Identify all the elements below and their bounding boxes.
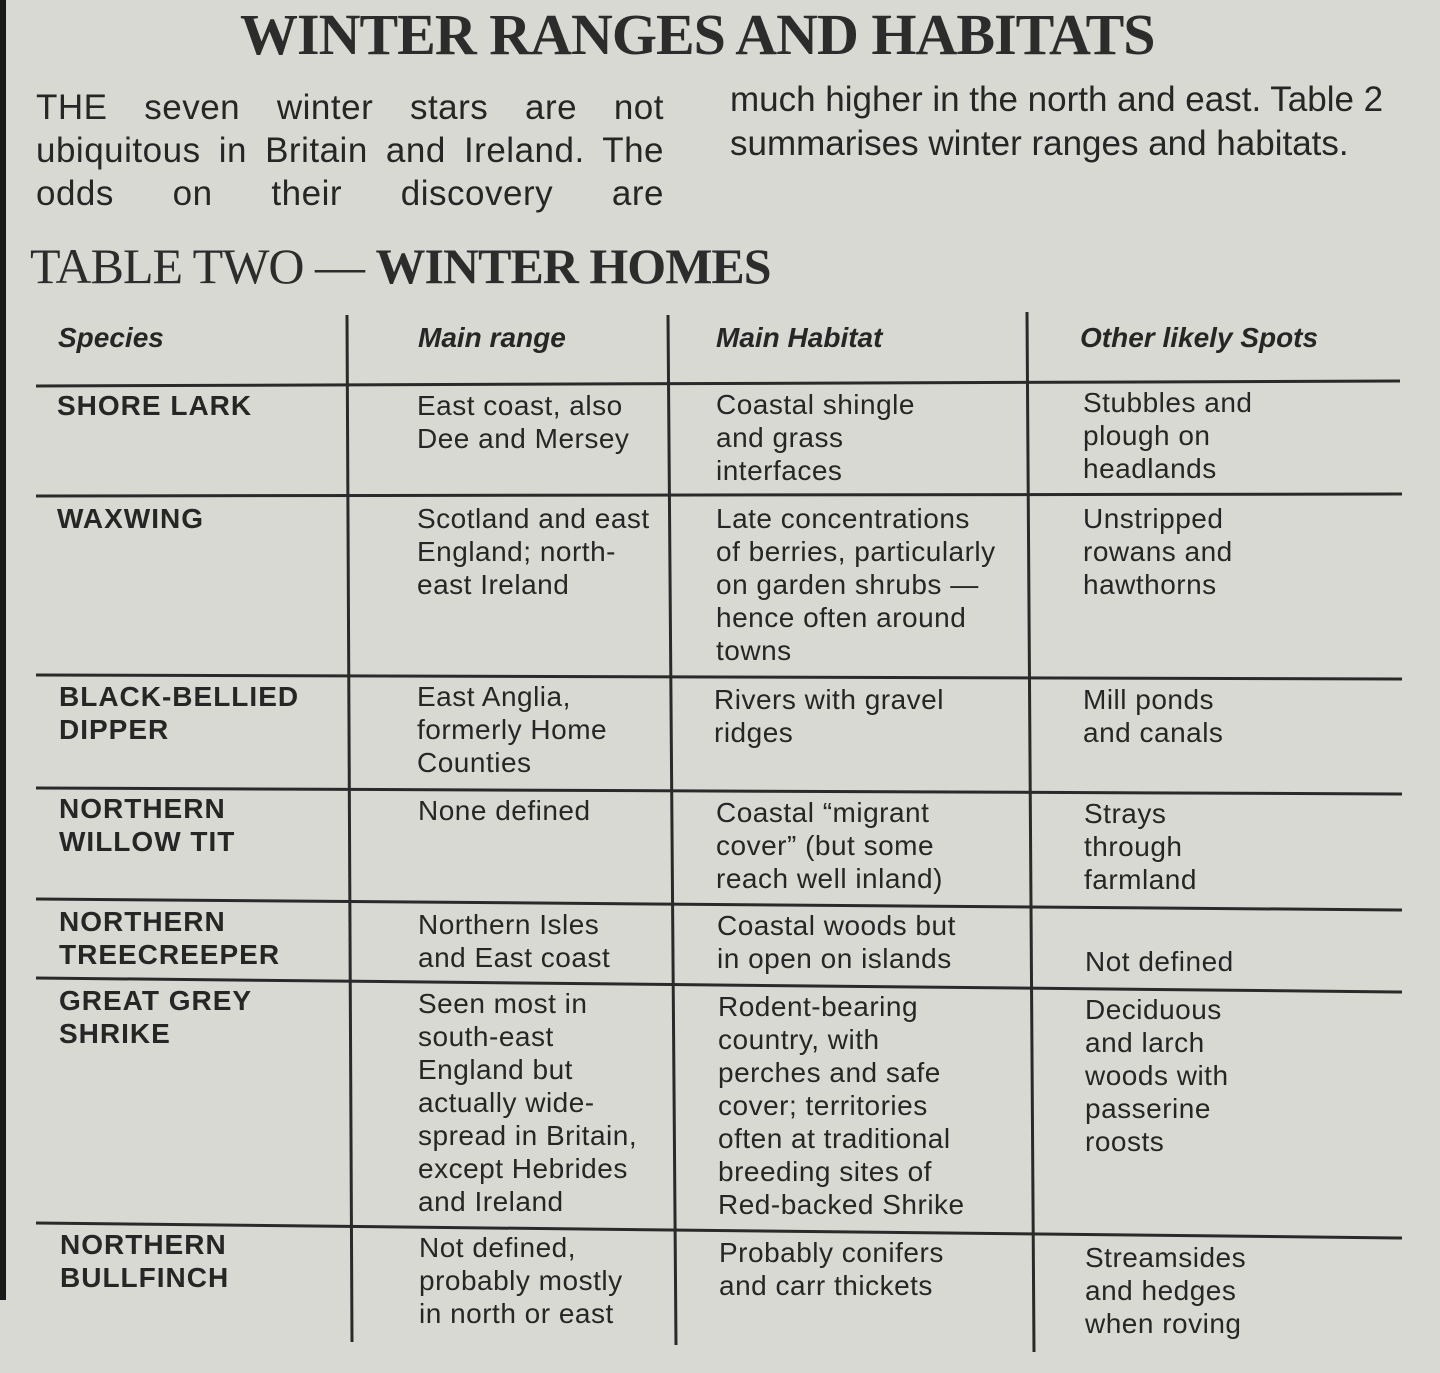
header-other-spots: Other likely Spots — [1080, 322, 1319, 353]
row-5-range: Northern Isles and East coast — [418, 909, 611, 973]
intro-paragraph-right: much higher in the north and east. Table 2 summarises winter ranges and habitats. — [730, 80, 1384, 163]
header-main-habitat: Main Habitat — [716, 322, 883, 353]
row-1-species: SHORE LARK — [57, 390, 253, 421]
row-6-habitat: Rodent-bearing country, with perches and safe cover; territories often at traditional breeding sites of Red-backed Shrike — [718, 991, 965, 1220]
row-1-range: East coast, also Dee and Mersey — [417, 390, 630, 454]
row-5-species: NORTHERN TREECREEPER — [59, 906, 281, 970]
row-2-species: WAXWING — [57, 503, 204, 534]
row-3-range: East Anglia, formerly Home Counties — [417, 681, 608, 778]
row-3-spots: Mill ponds and canals — [1083, 684, 1224, 748]
row-4-spots: Strays through farmland — [1084, 798, 1197, 895]
row-4-species: NORTHERN WILLOW TIT — [59, 793, 236, 857]
row-7-range: Not defined, probably mostly in north or east — [419, 1232, 623, 1329]
row-3-species: BLACK-BELLIED DIPPER — [59, 681, 300, 745]
row-7-species: NORTHERN BULLFINCH — [60, 1229, 230, 1293]
table-title-main: WINTER HOMES — [375, 238, 771, 294]
page-title: WINTER RANGES AND HABITATS — [240, 2, 1155, 67]
row-2-range: Scotland and east England; north- east Ireland — [417, 503, 650, 600]
row-3-habitat: Rivers with gravel ridges — [714, 684, 944, 748]
row-7-spots: Streamsides and hedges when roving — [1085, 1242, 1247, 1339]
row-6-range: Seen most in south-east England but actually wide- spread in Britain, except Hebrides and Ireland — [418, 988, 638, 1217]
row-2-habitat: Late concentrations of berries, particularly on garden shrubs — hence often around towns — [716, 503, 996, 666]
row-5-habitat: Coastal woods but in open on islands — [717, 910, 956, 974]
row-6-spots: Deciduous and larch woods with passerine roosts — [1085, 994, 1229, 1157]
row-1-habitat: Coastal shingle and grass interfaces — [716, 389, 915, 486]
row-7-habitat: Probably conifers and carr thickets — [719, 1237, 944, 1301]
header-species: Species — [58, 322, 164, 353]
row-4-habitat: Coastal “migrant cover” (but some reach well inland) — [716, 797, 943, 894]
row-4-range: None defined — [418, 795, 591, 826]
table-title-prefix: TABLE TWO — — [30, 238, 376, 294]
header-main-range: Main range — [418, 322, 566, 353]
row-2-spots: Unstripped rowans and hawthorns — [1083, 503, 1233, 600]
row-6-species: GREAT GREY SHRIKE — [59, 985, 253, 1049]
row-1-spots: Stubbles and plough on headlands — [1083, 387, 1253, 484]
intro-paragraph-left: THE seven winter stars are not ubiquitous in Britain and Ireland. The odds on their discovery are — [36, 88, 664, 213]
row-5-spots: Not defined — [1085, 946, 1234, 977]
